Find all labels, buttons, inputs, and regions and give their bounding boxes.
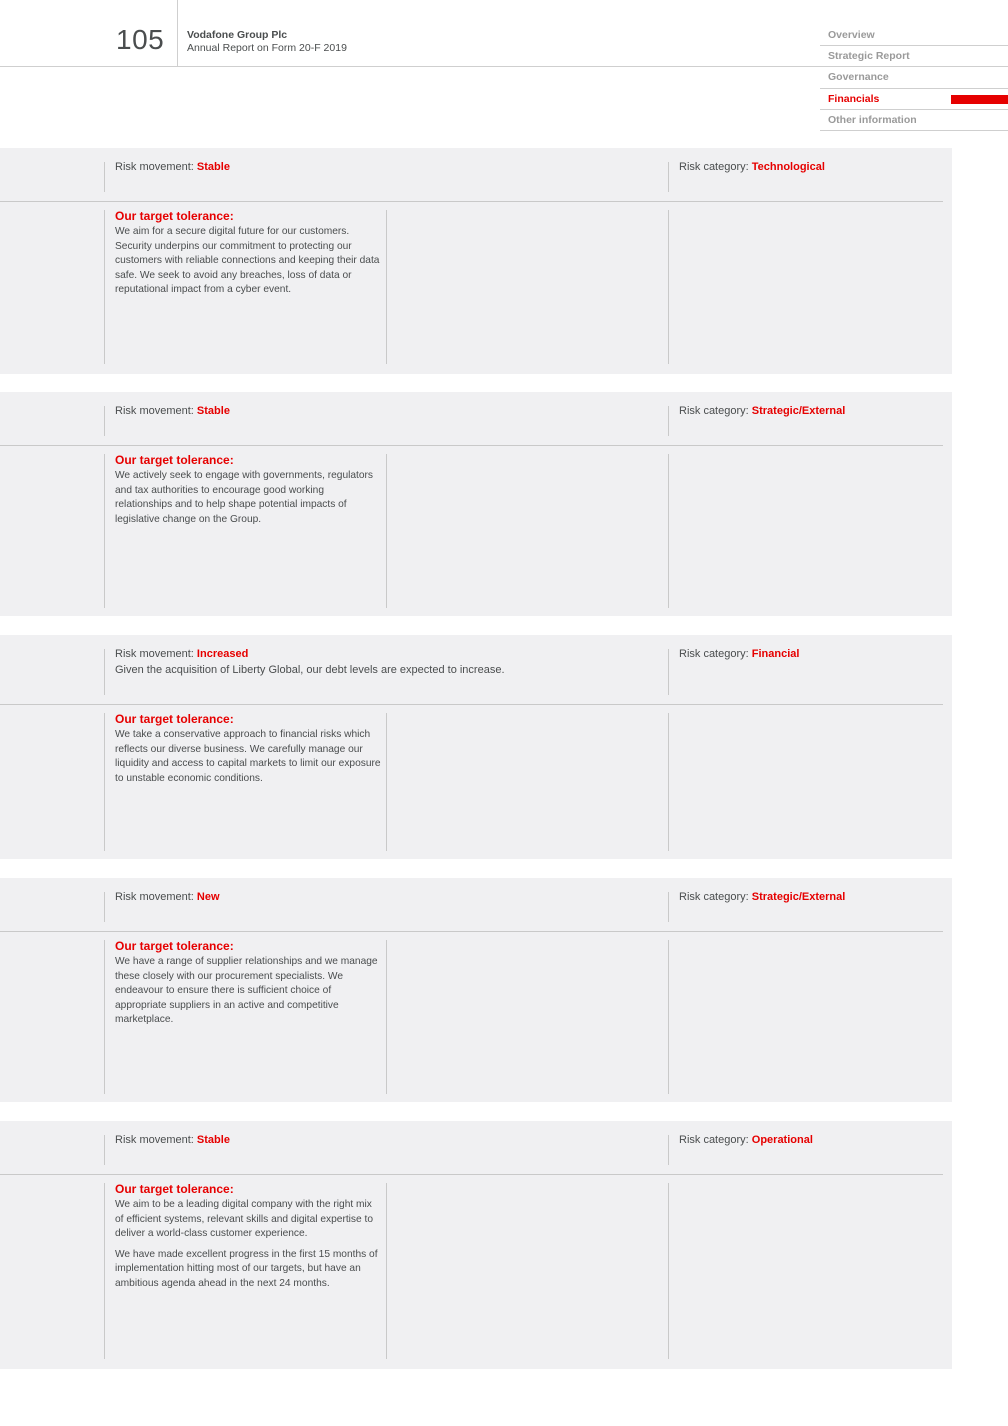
- category-value: Strategic/External: [751, 891, 846, 903]
- divider: [668, 406, 669, 436]
- page-number: 105: [116, 24, 165, 55]
- divider: [668, 1135, 669, 1165]
- divider: [668, 1183, 669, 1359]
- nav-item-overview[interactable]: [820, 25, 1008, 46]
- risk-movement: [115, 891, 220, 903]
- section-nav: [820, 25, 1008, 131]
- tolerance-paragraph: We actively seek to engage with governments, regulators and tax authorities to encourage good working relationships and to help shape potential impacts of legislative change on the Group.: [115, 470, 374, 525]
- divider: [0, 1174, 943, 1175]
- nav-label: Other information: [828, 113, 917, 126]
- divider: [386, 713, 387, 851]
- movement-label: Risk movement:: [115, 1134, 194, 1146]
- tolerance-paragraph: We aim to be a leading digital company with the right mix of efficient systems, relevant skills and digital expertise to deliver a world-class customer experience.: [115, 1199, 374, 1240]
- divider: [0, 704, 943, 705]
- risk-movement: [115, 648, 248, 660]
- movement-value: Increased: [196, 648, 249, 660]
- nav-item-financials[interactable]: [820, 89, 1008, 110]
- tolerance-paragraph: We have made excellent progress in the first 15 months of implementation hitting most of our targets, but have an ambitious agenda ahead in the next 24 months.: [115, 1248, 378, 1289]
- nav-item-strategic-report[interactable]: [820, 46, 1008, 67]
- category-value: Financial: [751, 648, 800, 660]
- divider: [668, 649, 669, 695]
- divider: [0, 445, 943, 446]
- header-divider: [177, 0, 178, 67]
- tolerance-title: Our target tolerance:: [115, 1182, 234, 1196]
- movement-value: New: [196, 891, 220, 903]
- movement-label: Risk movement:: [115, 648, 194, 660]
- tolerance-paragraph: We aim for a secure digital future for our customers. Security underpins our commitment to protecting our customers with reliable connections and keeping their data safe. We seek to avoid any breaches, loss of data or reputational impact from a cyber event.: [115, 226, 380, 296]
- risk-block: [0, 392, 952, 616]
- risk-block: [0, 635, 952, 859]
- divider: [386, 210, 387, 364]
- movement-label: Risk movement:: [115, 405, 194, 417]
- movement-value: Stable: [196, 405, 230, 417]
- nav-label: Strategic Report: [828, 50, 910, 63]
- category-label: Risk category:: [679, 405, 749, 417]
- risk-block: [0, 1121, 952, 1369]
- nav-item-other-information[interactable]: [820, 110, 1008, 131]
- tolerance-title: Our target tolerance:: [115, 939, 234, 953]
- movement-label: Risk movement:: [115, 891, 194, 903]
- movement-value: Stable: [196, 161, 230, 173]
- divider: [104, 892, 105, 922]
- divider: [104, 940, 105, 1094]
- risk-block: [0, 878, 952, 1102]
- nav-label: Overview: [828, 29, 875, 41]
- category-label: Risk category:: [679, 1134, 749, 1146]
- tolerance-title: Our target tolerance:: [115, 209, 234, 223]
- risk-category: [679, 405, 845, 417]
- tolerance-text: [115, 469, 383, 527]
- divider: [104, 162, 105, 192]
- movement-description: Given the acquisition of Liberty Global, our debt levels are expected to increase.: [115, 664, 505, 676]
- divider: [668, 210, 669, 364]
- category-value: Strategic/External: [751, 405, 846, 417]
- risk-category: [679, 648, 799, 660]
- category-label: Risk category:: [679, 648, 749, 660]
- divider: [668, 454, 669, 608]
- nav-item-governance[interactable]: [820, 67, 1008, 88]
- divider: [104, 1183, 105, 1359]
- tolerance-title: Our target tolerance:: [115, 712, 234, 726]
- category-value: Technological: [751, 161, 825, 173]
- divider: [386, 454, 387, 608]
- divider: [104, 210, 105, 364]
- nav-label: Governance: [828, 71, 889, 84]
- report-title: Annual Report on Form 20-F 2019: [187, 42, 347, 54]
- divider: [386, 940, 387, 1094]
- tolerance-paragraph: We take a conservative approach to financial risks which reflects our diverse business. We carefully manage our liquidity and access to capital markets to limit our exposure to unstable economic conditions.: [115, 729, 381, 784]
- nav-label: Financials: [828, 92, 880, 105]
- tolerance-title: Our target tolerance:: [115, 453, 234, 467]
- tolerance-text: [115, 955, 383, 1028]
- risk-category: [679, 891, 845, 903]
- divider: [668, 713, 669, 851]
- divider: [104, 649, 105, 695]
- risk-category: [679, 161, 825, 173]
- divider: [104, 454, 105, 608]
- category-label: Risk category:: [679, 161, 749, 173]
- divider: [668, 940, 669, 1094]
- divider: [668, 162, 669, 192]
- risk-movement: [115, 1134, 230, 1146]
- risk-movement: [115, 405, 230, 417]
- company-name: Vodafone Group Plc: [187, 29, 288, 41]
- header-rule: [0, 66, 820, 67]
- divider: [104, 406, 105, 436]
- tolerance-text: [115, 728, 383, 786]
- divider: [0, 931, 943, 932]
- category-label: Risk category:: [679, 891, 749, 903]
- movement-value: Stable: [196, 1134, 230, 1146]
- movement-label: Risk movement:: [115, 161, 194, 173]
- divider: [0, 201, 943, 202]
- tolerance-text: [115, 225, 383, 298]
- risk-movement: [115, 161, 230, 173]
- divider: [668, 892, 669, 922]
- category-value: Operational: [751, 1134, 813, 1146]
- risk-block: [0, 148, 952, 374]
- divider: [104, 1135, 105, 1165]
- risk-category: [679, 1134, 813, 1146]
- active-indicator: [951, 95, 1008, 104]
- divider: [104, 713, 105, 851]
- tolerance-text: [115, 1198, 383, 1292]
- tolerance-paragraph: We have a range of supplier relationships and we manage these closely with our procurement specialists. We endeavour to ensure there is sufficient choice of appropriate suppliers in an active and competitive marketplace.: [115, 956, 378, 1026]
- divider: [386, 1183, 387, 1359]
